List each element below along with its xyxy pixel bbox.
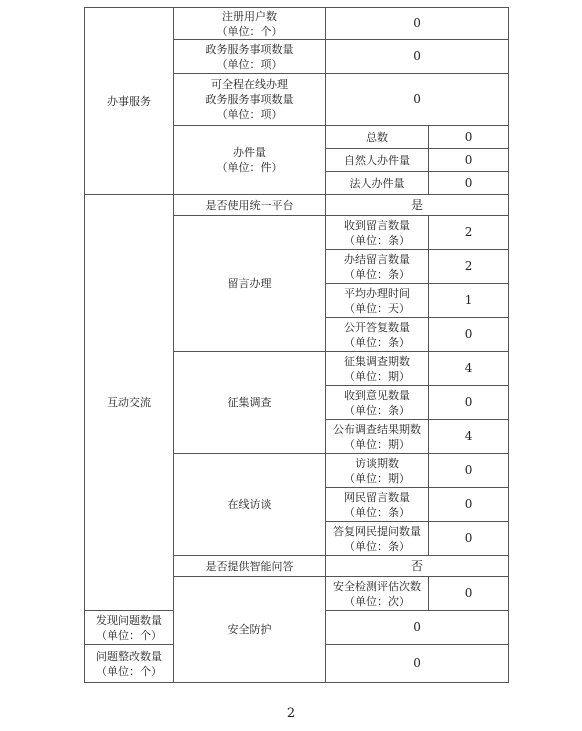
value-cell: 是 <box>326 195 509 216</box>
category-label: 安全防护 <box>227 623 272 636</box>
value-cell: 2 <box>429 250 509 284</box>
row-unit: （单位：条） <box>344 233 410 247</box>
label-cell: 是否提供智能问答 <box>174 556 326 577</box>
sub-label-cell <box>326 250 429 284</box>
row-label: 办结留言数量 <box>344 252 410 266</box>
row-label: 征集调查期数 <box>344 354 410 368</box>
label-cell <box>174 126 326 195</box>
group-label-cell: 在线访谈 <box>174 454 326 556</box>
sub-label-cell <box>326 386 429 420</box>
value-cell: 0 <box>429 172 509 195</box>
group-label-cell: 留言办理 <box>174 216 326 352</box>
row-label: 办件量 <box>233 146 266 159</box>
table-row <box>85 8 509 40</box>
label-cell: 是否使用统一平台 <box>174 195 326 216</box>
value-cell: 否 <box>326 556 509 577</box>
category-security <box>174 577 326 683</box>
sub-label-cell <box>326 318 429 352</box>
value-cell: 0 <box>429 386 509 420</box>
sub-label-cell <box>326 488 429 522</box>
label-cell <box>174 74 326 126</box>
row-label: 答复网民提问数量 <box>333 524 421 538</box>
value-cell: 4 <box>429 352 509 386</box>
value-cell: 0 <box>429 126 509 149</box>
row-unit: （单位：项） <box>216 108 283 121</box>
label-cell <box>326 577 429 611</box>
value-cell: 0 <box>429 577 509 611</box>
sub-label-cell <box>326 420 429 454</box>
row-unit: （单位：条） <box>344 505 410 519</box>
category-service <box>85 8 174 195</box>
row-label: 问题整改数量 <box>96 649 162 663</box>
row-unit: （单位：个） <box>96 664 162 678</box>
row-unit: （单位：期） <box>344 369 410 383</box>
sub-label-cell <box>326 454 429 488</box>
page-number: 2 <box>286 706 296 721</box>
row-unit: （单位：期） <box>344 437 410 451</box>
value-cell: 0 <box>326 74 509 126</box>
row-label: 访谈期数 <box>355 456 399 470</box>
row-unit: （单位：期） <box>344 471 410 485</box>
value-cell: 0 <box>429 318 509 352</box>
group-label-cell: 征集调查 <box>174 352 326 454</box>
label-cell <box>174 8 326 40</box>
row-label: 网民留言数量 <box>344 490 410 504</box>
category-interaction <box>85 195 174 611</box>
value-cell: 0 <box>326 40 509 74</box>
value-cell: 0 <box>429 522 509 556</box>
sub-label-cell <box>326 522 429 556</box>
value-cell: 4 <box>429 420 509 454</box>
row-label: 发现问题数量 <box>96 613 162 627</box>
row-unit: （单位：个） <box>216 24 283 38</box>
statistics-table <box>84 7 509 683</box>
row-label: 政务服务事项数量 <box>205 93 294 106</box>
label-cell <box>85 611 174 645</box>
label-cell <box>85 645 174 683</box>
category-label: 办事服务 <box>107 94 151 108</box>
row-unit: （单位：条） <box>344 539 410 553</box>
row-unit: （单位：个） <box>96 628 162 642</box>
row-label: 政务服务事项数量 <box>205 42 294 56</box>
row-label: 收到意见数量 <box>344 388 410 402</box>
row-unit: （单位：件） <box>216 161 283 174</box>
sub-label-cell: 总数 <box>326 126 429 149</box>
label-cell <box>174 40 326 74</box>
row-unit: （单位：次） <box>344 594 410 608</box>
row-label: 注册用户数 <box>222 9 277 23</box>
row-label: 平均办理时间 <box>344 286 410 300</box>
value-cell: 0 <box>326 8 509 40</box>
sub-label-cell <box>326 284 429 318</box>
value-cell: 0 <box>326 611 509 645</box>
value-cell: 0 <box>429 149 509 172</box>
value-cell: 0 <box>429 488 509 522</box>
row-unit: （单位：项） <box>216 57 283 71</box>
sub-label-cell: 法人办件量 <box>326 172 429 195</box>
table-row <box>85 195 509 216</box>
row-unit: （单位：条） <box>344 267 410 281</box>
sub-label-cell <box>326 352 429 386</box>
row-label: 可全程在线办理 <box>211 78 288 91</box>
value-cell: 0 <box>326 645 509 683</box>
value-cell: 0 <box>429 454 509 488</box>
category-label: 互动交流 <box>107 396 151 409</box>
row-unit: （单位：条） <box>344 403 410 417</box>
row-label: 安全检测评估次数 <box>333 579 421 593</box>
sub-label-cell <box>326 216 429 250</box>
row-unit: （单位：天） <box>344 301 410 315</box>
row-label: 公开答复数量 <box>344 320 410 334</box>
row-label: 公布调查结果期数 <box>333 422 421 436</box>
value-cell: 2 <box>429 216 509 250</box>
sub-label-cell: 自然人办件量 <box>326 149 429 172</box>
value-cell: 1 <box>429 284 509 318</box>
row-unit: （单位：条） <box>344 335 410 349</box>
row-label: 收到留言数量 <box>344 218 410 232</box>
